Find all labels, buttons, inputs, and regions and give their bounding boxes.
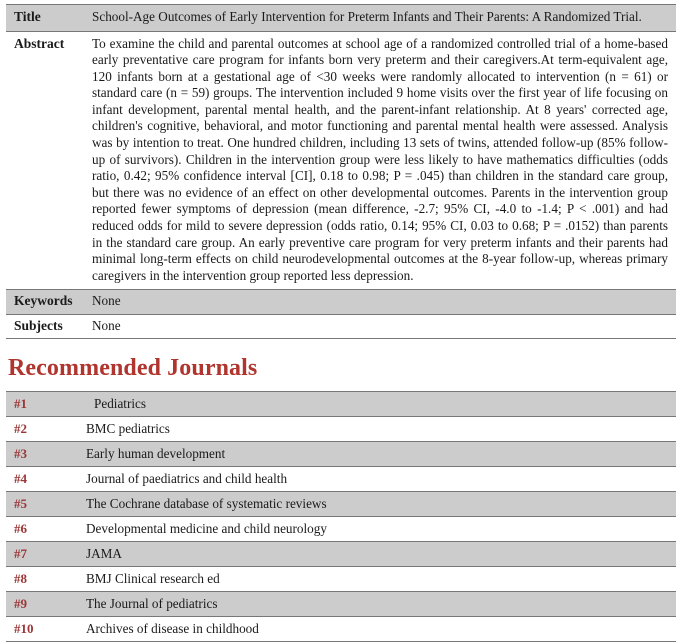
journal-rank: #8	[6, 567, 80, 592]
journal-rank: #10	[6, 617, 80, 642]
journal-rank: #7	[6, 542, 80, 567]
journal-name[interactable]: BMJ Clinical research ed	[80, 567, 676, 592]
recommended-journals-heading: Recommended Journals	[8, 355, 258, 382]
journal-name[interactable]: JAMA	[80, 542, 676, 567]
metadata-row-keywords	[6, 290, 676, 315]
journal-name[interactable]: The Cochrane database of systematic reviews	[80, 492, 676, 517]
journal-name[interactable]: The Journal of pediatrics	[80, 592, 676, 617]
metadata-row-title	[6, 5, 676, 32]
journal-name[interactable]: BMC pediatrics	[80, 417, 676, 442]
journal-rank: #2	[6, 417, 80, 442]
metadata-value-title: School-Age Outcomes of Early Intervention for Preterm Infants and Their Parents: A Randomized Trial.	[86, 5, 676, 32]
journal-rank: #4	[6, 467, 80, 492]
journal-rank: #1	[6, 392, 80, 417]
recommended-journals-body	[6, 392, 676, 642]
journal-rank: #5	[6, 492, 80, 517]
journal-row[interactable]	[6, 392, 676, 417]
recommended-journals-table	[6, 391, 676, 642]
metadata-row-subjects	[6, 314, 676, 339]
journal-row[interactable]	[6, 617, 676, 642]
metadata-value-subjects: None	[86, 314, 676, 339]
metadata-label-keywords: Keywords	[6, 290, 86, 315]
paper-metadata-body	[6, 5, 676, 339]
journal-rank: #3	[6, 442, 80, 467]
metadata-label-abstract: Abstract	[6, 31, 86, 290]
metadata-label-subjects: Subjects	[6, 314, 86, 339]
journal-name[interactable]: Developmental medicine and child neurology	[80, 517, 676, 542]
paper-metadata-table	[6, 4, 676, 339]
metadata-value-abstract: To examine the child and parental outcomes at school age of a randomized controlled trial of a home-based early preventative care program for infants born very preterm and their caregivers.At term-equivalent age, 120 infants born at a gestational age of <30 weeks were randomly allocated to intervention (n = 61) or standard care (n = 59) groups. The intervention included 9 home visits over the first year of life focusing on infant development, parental mental health, and the parent-infant relationship. At 8 years' corrected age, children's cognitive, behavioral, and motor functioning and parental mental health were assessed. Analysis was by intention to treat. One hundred children, including 13 sets of twins, attended follow-up (85% follow-up of survivors). Children in the intervention group were less likely to have mathematics difficulties (odds ratio, 0.42; 95% confidence interval [CI], 0.18 to 0.98; P = .045) than children in the standard care group, but there was no evidence of an effect on other developmental outcomes. Parents in the intervention group reported fewer symptoms of depression (mean difference, -2.7; 95% CI, -4.0 to -1.4; P < .001) and had reduced odds for mild to severe depression (odds ratio, 0.14; 95% CI, 0.03 to 0.68; P = .0152) than parents in the standard care group. An early preventive care program for very preterm infants and their parents had minimal long-term effects on child neurodevelopmental outcomes at the 8-year follow-up, whereas primary caregivers in the intervention group reported less depression.	[86, 31, 676, 290]
journal-row[interactable]	[6, 517, 676, 542]
journal-row[interactable]	[6, 492, 676, 517]
journal-name[interactable]: Early human development	[80, 442, 676, 467]
journal-rank: #9	[6, 592, 80, 617]
journal-name[interactable]: Pediatrics	[80, 392, 676, 417]
metadata-row-abstract	[6, 31, 676, 290]
journal-row[interactable]	[6, 592, 676, 617]
metadata-label-title: Title	[6, 5, 86, 32]
journal-name[interactable]: Journal of paediatrics and child health	[80, 467, 676, 492]
journal-row[interactable]	[6, 417, 676, 442]
journal-name[interactable]: Archives of disease in childhood	[80, 617, 676, 642]
journal-row[interactable]	[6, 542, 676, 567]
journal-row[interactable]	[6, 442, 676, 467]
journal-row[interactable]	[6, 567, 676, 592]
journal-rank: #6	[6, 517, 80, 542]
metadata-value-keywords: None	[86, 290, 676, 315]
journal-row[interactable]	[6, 467, 676, 492]
